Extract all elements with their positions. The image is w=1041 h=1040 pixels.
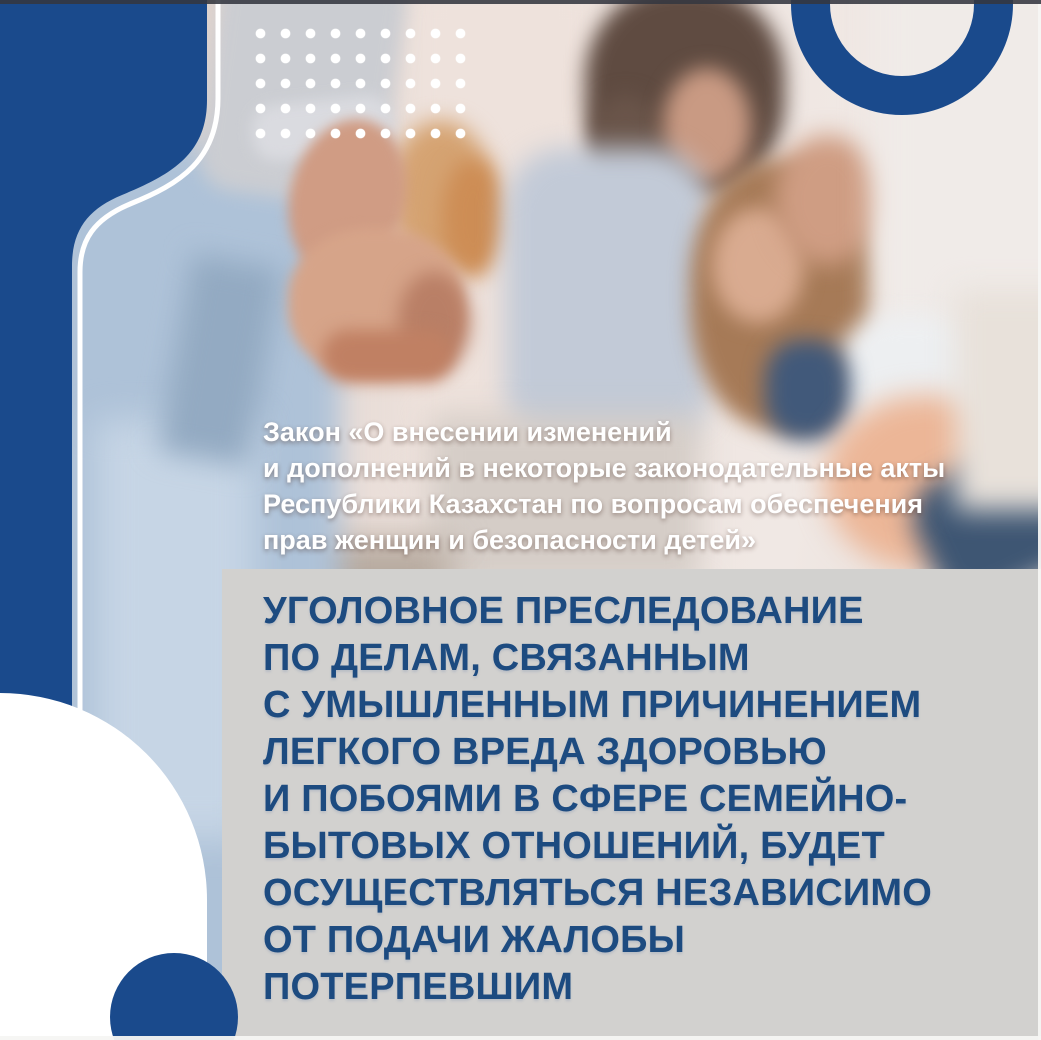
headline-line: ЛЕГКОГО ВРЕДА ЗДОРОВЬЮ: [263, 731, 827, 773]
photo-pale-low: [955, 290, 1041, 510]
bottom-edge-strip: [0, 1036, 1041, 1040]
photo-fist-fingers: [322, 330, 452, 382]
curved-band-decoration: [0, 0, 260, 760]
headline-line: ОСУЩЕСТВЛЯТЬСЯ НЕЗАВИСИМО: [263, 872, 933, 914]
headline-line: БЫТОВЫХ ОТНОШЕНИЙ, БУДЕТ: [263, 825, 885, 867]
headline-line: ПОТЕРПЕВШИМ: [263, 966, 574, 1008]
dots-grid-decoration: [248, 21, 473, 146]
law-title-line: прав женщин и безопасности детей»: [263, 525, 757, 555]
headline-line: ПО ДЕЛАМ, СВЯЗАННЫМ: [263, 637, 750, 679]
headline-line: И ПОБОЯМИ В СФЕРЕ СЕМЕЙНО-: [263, 778, 908, 820]
law-title: [263, 414, 945, 558]
photo-arm: [775, 135, 880, 265]
headline-line: ОТ ПОДАЧИ ЖАЛОБЫ: [263, 919, 686, 961]
headline-panel: [222, 569, 1041, 1040]
top-edge-strip: [0, 0, 1041, 4]
headline-line: УГОЛОВНОЕ ПРЕСЛЕДОВАНИЕ: [263, 590, 864, 632]
photo-woman-sweater: [505, 148, 710, 448]
law-title-line: и дополнений в некоторые законодательные акты: [263, 453, 946, 483]
headline-line: С УМЫШЛЕННЫМ ПРИЧИНЕНИЕМ: [263, 684, 922, 726]
law-title-line: Закон «О внесении изменений: [263, 417, 672, 447]
law-title-line: Республики Казахстан по вопросам обеспечения: [263, 489, 924, 519]
photo-orange-blob: [442, 158, 504, 278]
headline-text: [263, 588, 932, 1011]
